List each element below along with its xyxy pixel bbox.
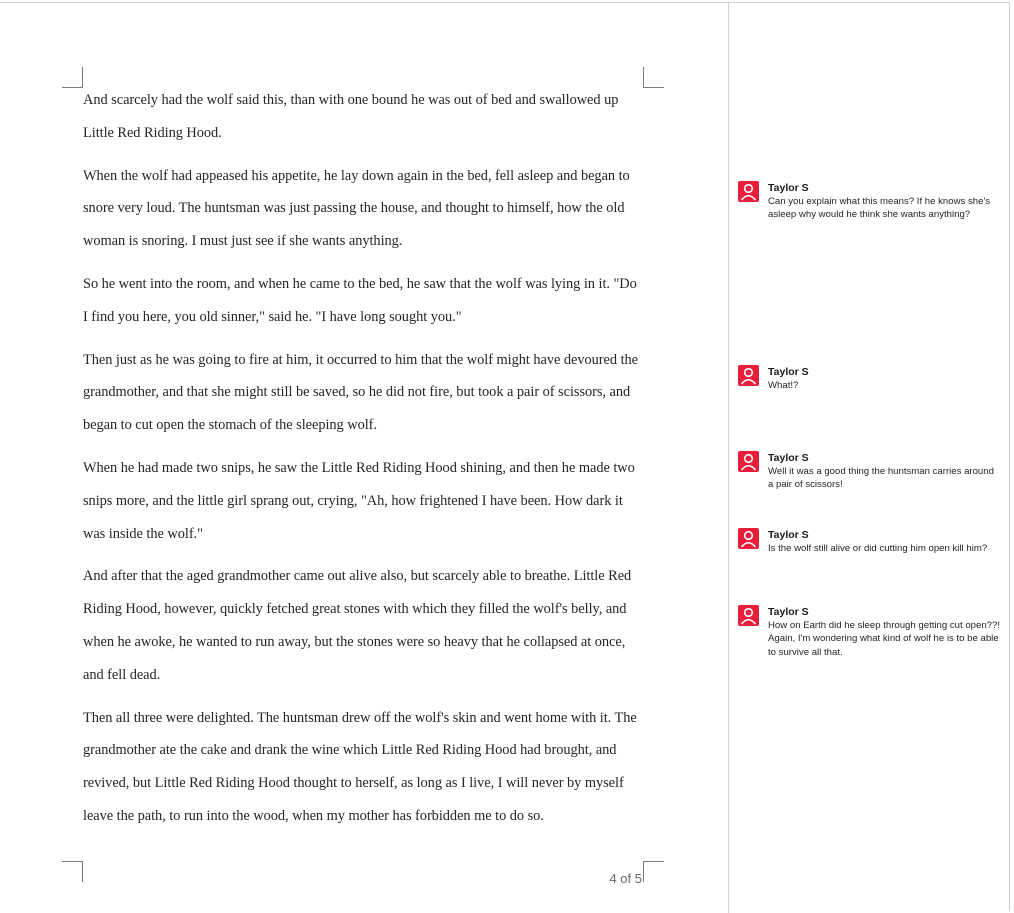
crop-mark-bottom-right [643, 861, 664, 882]
paragraph[interactable]: Then all three were delighted. The huntsman drew off the wolf's skin and went home with it. The grandmother ate the cake and drank the wine which Little Red Riding Hood had brought, and revived, but Little Red Riding Hood thought to herself, as long as I live, I will never by myself leave the path, to run into the wood, when my mother has forbidden me to do so. [83, 709, 637, 824]
paragraph[interactable]: When he had made two snips, he saw the Little Red Riding Hood shining, and then he made two snips more, and the little girl sprang out, crying, "Ah, how frightened I have been. How dark it was inside the wolf." [83, 459, 635, 542]
comment-card[interactable] [738, 528, 1000, 555]
comment-card[interactable] [738, 365, 1000, 392]
document-body[interactable] [83, 84, 645, 843]
user-avatar-icon [738, 528, 759, 549]
comment-author: Taylor S [768, 182, 809, 194]
comment-text: Can you explain what this means? If he knows she's asleep why would he think she wants anything? [768, 196, 991, 221]
comments-pane [728, 3, 1010, 913]
paragraph[interactable]: So he went into the room, and when he came to the bed, he saw that the wolf was lying in it. "Do I find you here, you old sinner," said he. "I have long sought you." [83, 275, 637, 325]
page-number: 4 of 5 [609, 871, 642, 886]
crop-mark-top-right [643, 67, 664, 88]
comment-author: Taylor S [768, 452, 809, 464]
document-page[interactable] [0, 3, 728, 913]
comment-author: Taylor S [768, 529, 809, 541]
paragraph[interactable]: When the wolf had appeased his appetite, he lay down again in the bed, fell asleep and began to snore very loud. The huntsman was just passing the house, and thought to himself, how the old woman is snoring. I must just see if she wants anything. [83, 167, 630, 250]
comment-card[interactable] [738, 605, 1000, 659]
comment-card[interactable] [738, 451, 1000, 492]
user-avatar-icon [738, 605, 759, 626]
comment-text: Well it was a good thing the huntsman carries around a pair of scissors! [768, 466, 994, 491]
paragraph[interactable]: And after that the aged grandmother came out alive also, but scarcely able to breathe. Little Red Riding Hood, however, quickly fetched great stones with which they filled the wolf's belly, and when he awoke, he wanted to run away, but the stones were so heavy that he collapsed at once, and fell dead. [83, 568, 632, 683]
user-avatar-icon [738, 451, 759, 472]
comment-text: What!? [768, 380, 799, 391]
comment-card[interactable] [738, 181, 1000, 222]
comment-text: How on Earth did he sleep through getting cut open??! Again, I'm wondering what kind of wolf he is to be able to survive all that. [768, 620, 1001, 658]
crop-mark-bottom-left [62, 861, 83, 882]
user-avatar-icon [738, 365, 759, 386]
crop-mark-top-left [62, 67, 83, 88]
comment-author: Taylor S [768, 606, 809, 618]
user-avatar-icon [738, 181, 759, 202]
comment-text: Is the wolf still alive or did cutting him open kill him? [768, 543, 988, 554]
comment-author: Taylor S [768, 366, 809, 378]
paragraph[interactable]: And scarcely had the wolf said this, than with one bound he was out of bed and swallowed up Little Red Riding Hood. [83, 92, 619, 141]
paragraph[interactable]: Then just as he was going to fire at him, it occurred to him that the wolf might have devoured the grandmother, and that she might still be saved, so he did not fire, but took a pair of scissors, and began to cut open the stomach of the sleeping wolf. [83, 351, 638, 434]
